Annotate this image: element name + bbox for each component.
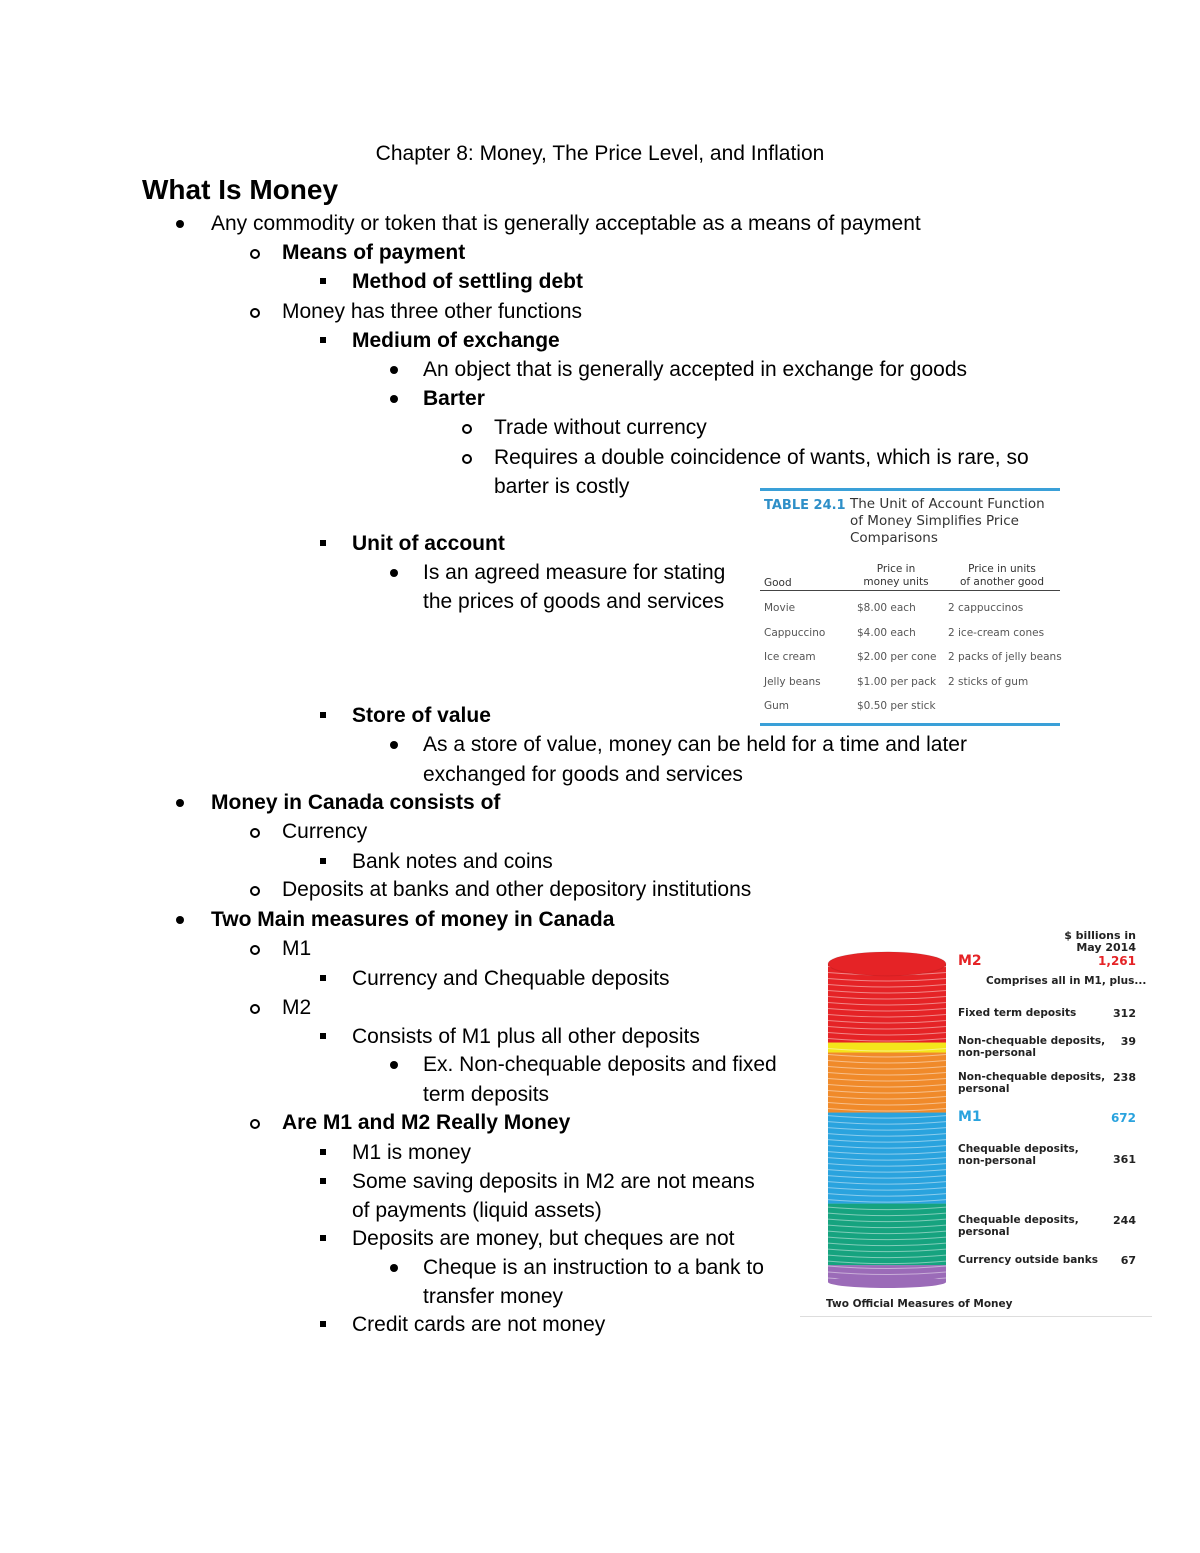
table-cell-price: $2.00 per cone (857, 651, 937, 663)
chart-unit-line: $ billions in (1064, 929, 1136, 942)
unit-of-account-table (760, 488, 1060, 726)
outline-line: Money has three other functions (282, 300, 583, 323)
bullet-circle-icon (250, 828, 260, 838)
bullet-dot-icon (390, 366, 398, 374)
table-cell-other: 2 cappuccinos (948, 602, 1024, 614)
bullet-circle-icon (250, 1004, 260, 1014)
table-cell-good: Jelly beans (764, 675, 821, 688)
chart-item-value: 39 (1120, 1035, 1136, 1048)
outline-line: Deposits are money, but cheques are not (352, 1227, 735, 1250)
outline-line: Cheque is an instruction to a bank to (423, 1256, 764, 1279)
table-top-rule (760, 488, 1060, 491)
bullet-square-icon (320, 975, 326, 981)
chart-item-label (958, 1035, 1105, 1059)
table-cell-other: 2 sticks of gum (948, 675, 1029, 688)
table-title-line: Comparisons (850, 530, 938, 546)
chart-item-label (958, 1071, 1105, 1095)
bullet-square-icon (320, 540, 326, 546)
table-title (850, 496, 1050, 547)
page-title: Chapter 8: Money, The Price Level, and Inflation (375, 142, 825, 165)
bullet-dot-icon (390, 569, 398, 577)
m2-note: Comprises all in M1, plus... (986, 975, 1147, 987)
outline-line: Bank notes and coins (352, 850, 553, 873)
chart-item-value: 361 (1113, 1153, 1136, 1166)
table-header-price-good (952, 563, 1052, 589)
table-header-price-money (846, 563, 946, 589)
table-cell-other: 2 packs of jelly beans (948, 651, 1062, 663)
chart-item-label (958, 1214, 1079, 1238)
m2-label: M2 (958, 953, 982, 969)
table-cell-good: Cappuccino (764, 626, 826, 639)
chart-item-label: Fixed term deposits (958, 1007, 1077, 1019)
bullet-dot-icon (176, 799, 184, 807)
table-header-text: Price in units (968, 563, 1036, 575)
chart-baseline (800, 1316, 1152, 1317)
bullet-square-icon (320, 712, 326, 718)
bullet-square-icon (320, 858, 326, 864)
money-measures-chart (800, 924, 1152, 1320)
bullet-dot-icon (176, 220, 184, 228)
outline-line: M2 (282, 996, 312, 1019)
bullet-circle-icon (462, 454, 472, 464)
table-cell-other: 2 ice-cream cones (948, 626, 1045, 639)
table-header-good: Good (764, 577, 792, 589)
chart-item-label-line: personal (958, 1226, 1010, 1238)
outline-line: Any commodity or token that is generally acceptable as a means of payment (211, 212, 921, 235)
coin-stack-top (828, 952, 946, 976)
outline-line: Currency and Chequable deposits (352, 967, 670, 990)
outline-line: Is an agreed measure for stating (423, 561, 726, 584)
chart-item-value: 312 (1113, 1007, 1136, 1020)
outline-line: Requires a double coincidence of wants, which is rare, so (494, 446, 1029, 469)
bullet-circle-icon (250, 886, 260, 896)
chart-item-label-line: Non-chequable deposits, (958, 1035, 1106, 1047)
bullet-dot-icon (390, 1061, 398, 1069)
bullet-dot-icon (390, 1264, 398, 1272)
outline-line: term deposits (423, 1083, 550, 1106)
m1-label: M1 (958, 1109, 982, 1125)
bullet-square-icon (320, 1178, 326, 1184)
outline-line: Deposits at banks and other depository institutions (282, 878, 752, 901)
outline-line: Trade without currency (494, 416, 707, 439)
outline-line: barter is costly (494, 475, 630, 498)
chart-item-label (958, 1143, 1079, 1167)
outline-line: Are M1 and M2 Really Money (282, 1111, 571, 1134)
coin-stack-bottom (828, 1276, 946, 1288)
chart-unit-header (1052, 930, 1136, 954)
chart-item-label-line: Non-chequable deposits, (958, 1071, 1106, 1083)
outline-line: Money in Canada consists of (211, 791, 501, 814)
outline-line: Ex. Non-chequable deposits and fixed (423, 1053, 777, 1076)
outline-line: Currency (282, 820, 368, 843)
table-title-line: of Money Simplifies Price (850, 513, 1019, 529)
chart-item-value: 238 (1113, 1071, 1136, 1084)
bullet-square-icon (320, 1033, 326, 1039)
chart-item-label: Currency outside banks (958, 1254, 1099, 1266)
bullet-circle-icon (250, 308, 260, 318)
outline-line: Consists of M1 plus all other deposits (352, 1025, 700, 1048)
table-title-line: The Unit of Account Function (850, 496, 1045, 512)
table-cell-good: Ice cream (764, 651, 816, 663)
outline-line: Some saving deposits in M2 are not means (352, 1170, 755, 1193)
table-cell-price: $8.00 each (857, 602, 916, 614)
chart-item-value: 244 (1113, 1214, 1136, 1227)
outline-line: An object that is generally accepted in exchange for goods (423, 358, 968, 381)
chart-item-label-line: Chequable deposits, (958, 1214, 1079, 1226)
bullet-circle-icon (250, 1119, 260, 1129)
outline-line: Unit of account (352, 532, 505, 555)
bullet-square-icon (320, 1149, 326, 1155)
chart-item-label-line: non-personal (958, 1155, 1036, 1167)
table-header-text: of another good (959, 576, 1045, 588)
chart-unit-line: May 2014 (1076, 941, 1136, 954)
bullet-square-icon (320, 1321, 326, 1327)
table-bottom-rule (760, 723, 1060, 726)
bullet-dot-icon (390, 395, 398, 403)
table-cell-price: $4.00 each (857, 626, 916, 639)
table-header-text: Price in (876, 563, 916, 575)
outline-line: Credit cards are not money (352, 1313, 606, 1336)
outline-line: Medium of exchange (352, 329, 560, 352)
bullet-circle-icon (462, 424, 472, 434)
outline-line: of payments (liquid assets) (352, 1199, 602, 1222)
outline-line: Store of value (352, 704, 491, 727)
outline-line: Barter (423, 387, 485, 410)
table-cell-price: $0.50 per stick (857, 700, 936, 712)
bullet-dot-icon (390, 741, 398, 749)
outline-line: Means of payment (282, 241, 466, 264)
m1-value: 672 (1110, 1111, 1136, 1125)
bullet-dot-icon (176, 916, 184, 924)
outline-line: As a store of value, money can be held for a time and later (423, 733, 967, 756)
outline-line: Method of settling debt (352, 270, 583, 293)
bullet-square-icon (320, 278, 326, 284)
outline-line: exchanged for goods and services (423, 763, 743, 786)
bullet-square-icon (320, 1235, 326, 1241)
table-cell-price: $1.00 per pack (857, 675, 937, 688)
table-header-text: money units (863, 576, 929, 588)
chart-item-label-line: non-personal (958, 1047, 1036, 1059)
bullet-circle-icon (250, 945, 260, 955)
bullet-circle-icon (250, 249, 260, 259)
table-cell-good: Movie (764, 602, 796, 614)
chart-item-value: 67 (1120, 1254, 1136, 1267)
bullet-square-icon (320, 337, 326, 343)
chart-caption: Two Official Measures of Money (826, 1298, 1013, 1310)
table-header-rule (760, 590, 1060, 591)
outline-line: M1 (282, 937, 312, 960)
outline-line: Two Main measures of money in Canada (211, 908, 615, 931)
cheq-personal-segment (828, 1204, 946, 1266)
table-label: TABLE 24.1 (764, 498, 846, 513)
chart-item-label-line: Chequable deposits, (958, 1143, 1079, 1155)
section-heading: What Is Money (142, 174, 339, 205)
table-cell-good: Gum (764, 700, 790, 712)
outline-line: transfer money (423, 1285, 564, 1308)
m2-value: 1,261 (1098, 954, 1136, 968)
outline-line: the prices of goods and services (423, 590, 725, 613)
chart-item-label-line: personal (958, 1083, 1010, 1095)
outline-line: M1 is money (352, 1141, 472, 1164)
